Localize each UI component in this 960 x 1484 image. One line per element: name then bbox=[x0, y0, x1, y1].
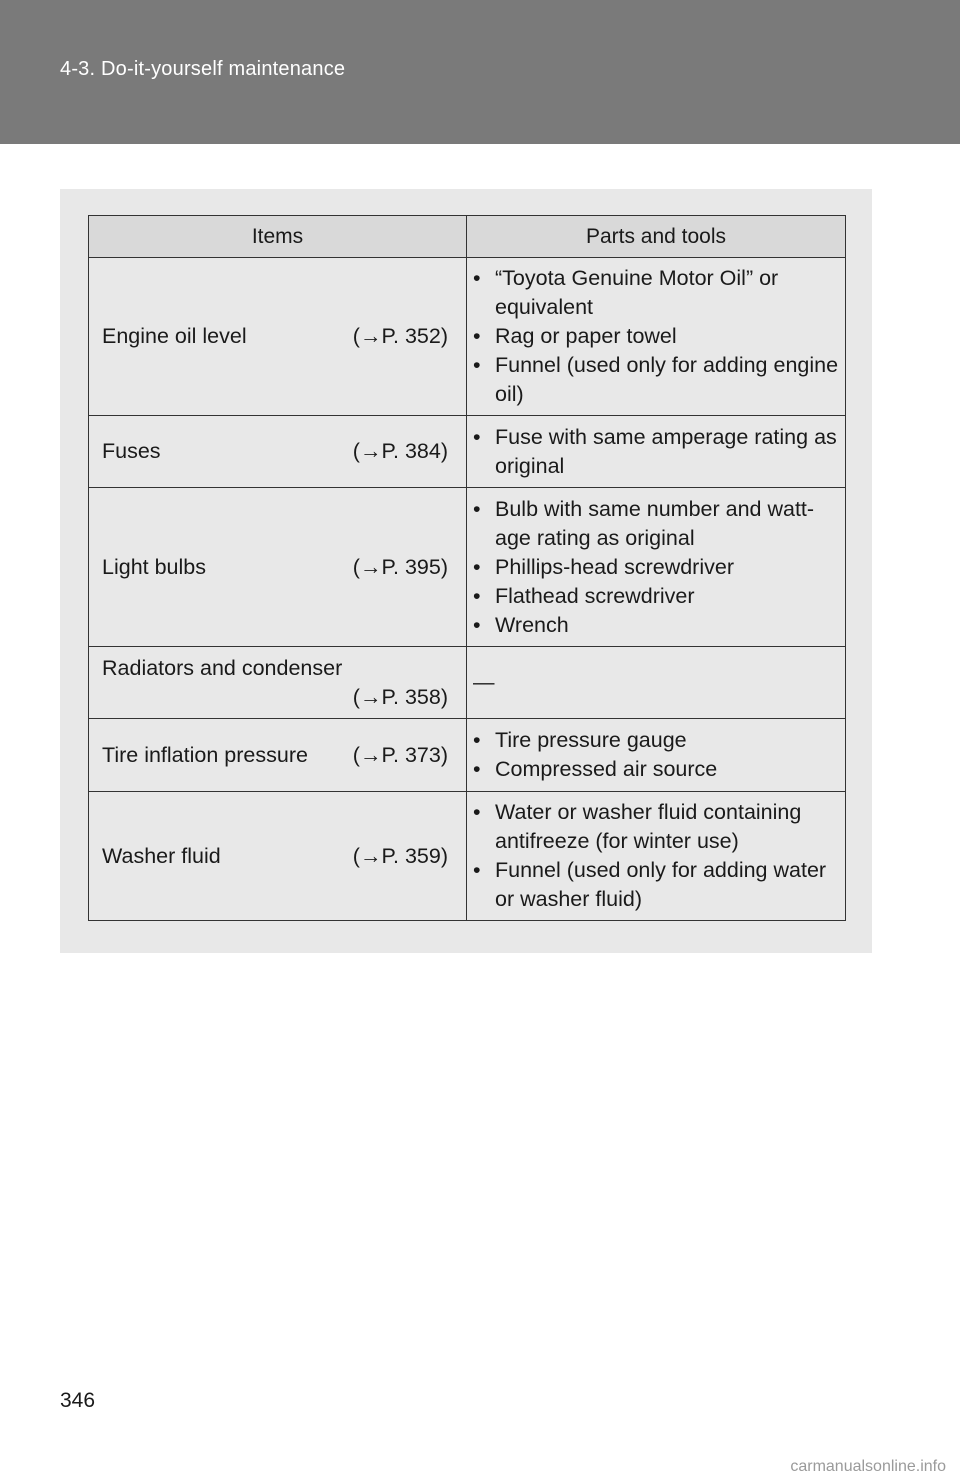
table-row bbox=[89, 719, 846, 792]
item-name: Light bulbs bbox=[102, 554, 206, 579]
watermark: carmanualsonline.info bbox=[790, 1458, 946, 1475]
page-reference: (→P. 359) bbox=[352, 843, 448, 868]
column-header-items: Items bbox=[89, 216, 467, 258]
page-number: 346 bbox=[60, 1389, 96, 1412]
parts-cell bbox=[467, 792, 846, 921]
list-item: • Funnel (used only for adding engine oil) bbox=[473, 351, 839, 409]
list-item: • Rag or paper towel bbox=[473, 322, 839, 351]
table-row bbox=[89, 488, 846, 647]
parts-cell bbox=[467, 647, 846, 719]
item-cell bbox=[89, 488, 467, 647]
section-title: 4-3. Do-it-yourself maintenance bbox=[60, 58, 346, 80]
list-item: • Flathead screwdriver bbox=[473, 582, 839, 611]
page-reference: (→P. 373) bbox=[352, 742, 448, 767]
page-reference: (→P. 395) bbox=[352, 554, 448, 579]
item-cell bbox=[89, 416, 467, 488]
item-cell bbox=[89, 647, 467, 719]
item-name: Radiators and condenser bbox=[102, 655, 343, 680]
table-row bbox=[89, 647, 846, 719]
parts-cell bbox=[467, 719, 846, 792]
list-item: • Fuse with same amperage rating as original bbox=[473, 423, 839, 481]
item-name: Washer fluid bbox=[102, 843, 221, 868]
list-item: • Bulb with same number and watt-age rating as original bbox=[473, 495, 839, 553]
item-name: Fuses bbox=[102, 439, 161, 463]
no-parts-dash: — bbox=[473, 670, 495, 694]
table-row bbox=[89, 258, 846, 416]
list-item: • “Toyota Genuine Motor Oil” or equivalent bbox=[473, 264, 839, 322]
parts-cell bbox=[467, 488, 846, 647]
item-name: Engine oil level bbox=[102, 324, 247, 348]
table-row bbox=[89, 416, 846, 488]
list-item: • Phillips-head screwdriver bbox=[473, 553, 839, 582]
list-item: • Tire pressure gauge bbox=[473, 726, 839, 755]
page-reference: (→P. 384) bbox=[352, 439, 448, 463]
list-item: • Funnel (used only for adding water or washer fluid) bbox=[473, 856, 839, 914]
list-item: • Water or washer fluid containing antifreeze (for winter use) bbox=[473, 798, 839, 856]
table-row bbox=[89, 792, 846, 921]
parts-cell bbox=[467, 258, 846, 416]
item-name: Tire inflation pressure bbox=[102, 742, 308, 767]
maintenance-table bbox=[88, 215, 846, 921]
page-header bbox=[0, 0, 960, 144]
page-reference: (→P. 352) bbox=[352, 324, 448, 348]
list-item: • Wrench bbox=[473, 611, 839, 640]
table-header-row bbox=[89, 216, 846, 258]
item-cell bbox=[89, 792, 467, 921]
page-reference: (→P. 358) bbox=[352, 684, 448, 709]
item-cell bbox=[89, 258, 467, 416]
parts-cell bbox=[467, 416, 846, 488]
list-item: • Compressed air source bbox=[473, 755, 839, 784]
item-cell bbox=[89, 719, 467, 792]
column-header-parts: Parts and tools bbox=[467, 216, 846, 258]
